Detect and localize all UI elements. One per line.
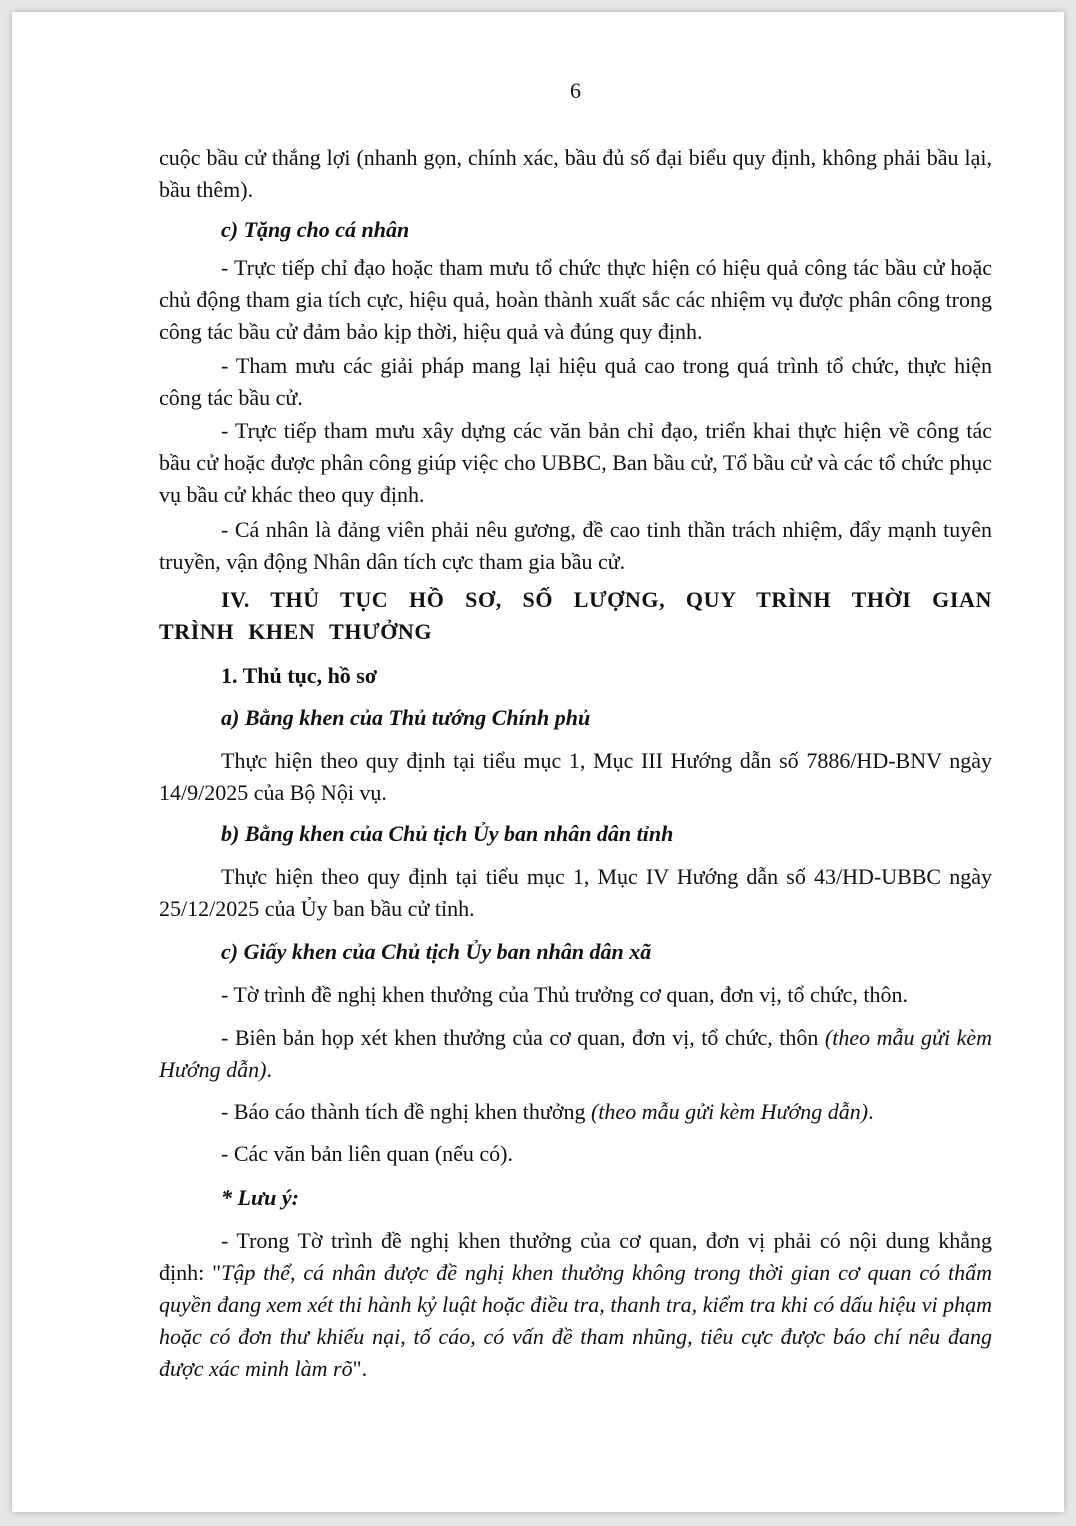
list-item-related-documents: - Các văn bản liên quan (nếu có). (221, 1141, 513, 1166)
note-paragraph-text: - Trong Tờ trình đề nghị khen thưởng của cơ quan, đơn vị phải có nội dung khẳng định: " (159, 1228, 992, 1285)
note-paragraph (159, 1225, 992, 1385)
note-heading: * Lưu ý: (221, 1185, 299, 1210)
document-page (12, 12, 1064, 1512)
list-item-meeting-minutes (159, 1022, 992, 1086)
list-item-meeting-minutes-end: . (266, 1057, 272, 1082)
list-item-achievement-report-text: - Báo cáo thành tích đề nghị khen thưởng (221, 1099, 591, 1124)
bullet-direct-guidance: - Trực tiếp chỉ đạo hoặc tham mưu tổ chức thực hiện có hiệu quả công tác bầu cử hoặc chủ động tham gia tích cực, hiệu quả, hoàn thành xuất sắc các nhiệm vụ được phân công trong công tác bầu cử đảm bảo kịp thời, hiệu quả và đúng quy định. (159, 255, 992, 344)
section-iv-title: IV. THỦ TỤC HỒ SƠ, SỐ LƯỢNG, QUY TRÌNH THỜI GIAN TRÌNH KHEN THƯỞNG (159, 587, 992, 644)
list-item-achievement-report-note: (theo mẫu gửi kèm Hướng dẫn) (590, 1099, 869, 1124)
list-item-meeting-minutes-text: - Biên bản họp xét khen thưởng của cơ quan, đơn vị, tổ chức, thôn (221, 1025, 825, 1050)
note-paragraph-quote: Tập thể, cá nhân được đề nghị khen thưởng không trong thời gian cơ quan có thẩm quyền đang xem xét thi hành kỷ luật hoặc điều tra, thanh tra, kiểm tra khi có dấu hiệu vi phạm hoặc có đơn thư khiếu nại, tố cáo, có vấn đề tham nhũng, tiêu cực được báo chí nêu đang được xác minh làm rõ (159, 1260, 992, 1381)
note-paragraph-end: ". (352, 1356, 368, 1381)
subsection-1-title: 1. Thủ tục, hồ sơ (221, 663, 378, 688)
paragraph-a: Thực hiện theo quy định tại tiểu mục 1, Mục III Hướng dẫn số 7886/HD-BNV ngày 14/9/2025 của Bộ Nội vụ. (159, 748, 992, 805)
list-item-meeting-minutes-note: (theo mẫu gửi kèm Hướng dẫn) (159, 1025, 992, 1082)
bullet-advisory-solutions: - Tham mưu các giải pháp mang lại hiệu quả cao trong quá trình tổ chức, thực hiện công tác bầu cử. (159, 353, 992, 410)
heading-c-certificate: c) Giấy khen của Chủ tịch Ủy ban nhân dân xã (221, 939, 652, 964)
heading-b: b) Bằng khen của Chủ tịch Ủy ban nhân dân tỉnh (221, 821, 674, 846)
page-number: 6 (570, 78, 581, 103)
bullet-party-member: - Cá nhân là đảng viên phải nêu gương, đề cao tinh thần trách nhiệm, đẩy mạnh tuyên truyền, vận động Nhân dân tích cực tham gia bầu cử. (159, 517, 992, 574)
list-item-achievement-report-end: . (868, 1099, 874, 1124)
heading-a: a) Bằng khen của Thủ tướng Chính phủ (221, 705, 591, 730)
heading-c-individual: c) Tặng cho cá nhân (221, 217, 410, 242)
paragraph-intro-continuation: cuộc bầu cử thắng lợi (nhanh gọn, chính xác, bầu đủ số đại biểu quy định, không phải bầu lại, bầu thêm). (159, 145, 992, 202)
paragraph-b: Thực hiện theo quy định tại tiểu mục 1, Mục IV Hướng dẫn số 43/HD-UBBC ngày 25/12/2025 của Ủy ban bầu cử tỉnh. (159, 864, 992, 921)
list-item-proposal: - Tờ trình đề nghị khen thưởng của Thủ trưởng cơ quan, đơn vị, tổ chức, thôn. (221, 982, 909, 1007)
bullet-drafting-documents: - Trực tiếp tham mưu xây dựng các văn bản chỉ đạo, triển khai thực hiện về công tác bầu cử hoặc được phân công giúp việc cho UBBC, Ban bầu cử, Tổ bầu cử và các tổ chức phục vụ bầu cử khác theo quy định. (159, 418, 992, 507)
list-item-achievement-report (159, 1096, 992, 1128)
